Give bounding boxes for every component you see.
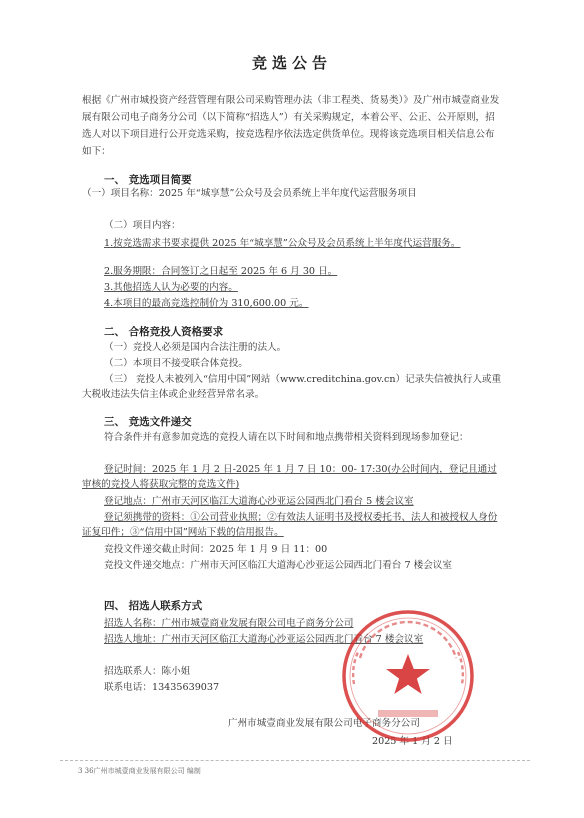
s2-requirement-1: （一）竞投人必须是国内合法注册的法人。 [104, 342, 287, 353]
intro-paragraph: 根据《广州市城投资产经营管理有限公司采购管理办法（非工程类、货易类）》及广州市城壹商业发展有限公司电子商务分公司（以下简称“招选人”）有关采购规定，本着公平、公正、公开原则，招选人对以下项目进行公开竞选采购，按竞选程序依法选定供货单位。现将该竞选项目相关信息公布如下： [82, 95, 500, 157]
s2-requirement-2: （二）本项目不接受联合体竞投。 [104, 358, 248, 369]
s3-registration-place: 登记地点：广州市天河区临江大道海心沙亚运公园西北门看台 5 楼会议室 [104, 496, 414, 507]
s1-content-1: 1.按竞选需求书要求提供 2025 年“城享慧”公众号及会员系统上半年度代运营服务。 [104, 238, 461, 249]
section-3-title: 三、 竞选文件递交 [104, 416, 192, 428]
s3-registration-time: 登记时间：2025 年 1 月 2 日-2025 年 1 月 7 日 10：00- 17:30(办公时间内，登记且通过审核的竞投人将获取完整的竞选文件) [82, 464, 497, 490]
signature-date: 2025 年 1 月 2 日 [372, 736, 453, 747]
section-4-title: 四、 招选人联系方式 [104, 600, 203, 612]
s1-project-content-label: （二）项目内容： [104, 220, 181, 231]
s1-project-name: （一）项目名称：2025 年“城享慧”公众号及会员系统上半年度代运营服务项目 [82, 188, 417, 199]
s1-content-2: 2.服务期限：合同签订之日起至 2025 年 6 月 30 日。 [104, 266, 338, 277]
footer-note: 3 36广州市城壹商业发展有限公司 编制 [78, 767, 201, 775]
s3-deadline: 竞投文件递交截止时间：2025 年 1 月 9 日 11：00 [104, 544, 328, 555]
company-seal-stamp [338, 606, 478, 746]
document-title: 竞选公告 [251, 54, 332, 72]
s3-intro: 符合条件并有意参加竞选的竞投人请在以下时间和地点携带相关资料到现场参加登记： [104, 432, 469, 443]
s1-content-4: 4.本项目的最高竞选控制价为 310,600.00 元。 [104, 298, 309, 309]
s4-contact-person: 招选联系人：陈小姐 [104, 666, 191, 677]
s2-requirement-3: （三） 竞投人未被列入“信用中国”网站（www.creditchina.gov.cn）记录失信被执行人或重大税收违法失信主体或企业经营异常名录。 [82, 374, 502, 400]
signature-company: 广州市城壹商业发展有限公司电子商务分公司 [228, 718, 420, 729]
footer-divider [60, 760, 530, 761]
s4-company-address: 招选人地址：广州市天河区临江大道海心沙亚运公园西北门看台 7 楼会议室 [104, 634, 424, 645]
seal-star-icon [386, 654, 430, 694]
s1-content-3: 3.其他招选人认为必要的内容。 [104, 282, 238, 293]
s4-phone: 联系电话：13435639037 [104, 682, 220, 693]
section-1-title: 一、 竞选项目简要 [104, 174, 192, 186]
s3-submission-place: 竞投文件递交地点：广州市天河区临江大道海心沙亚运公园西北门看台 7 楼会议室 [104, 560, 452, 571]
s4-company-name: 招选人名称：广州市城壹商业发展有限公司电子商务分公司 [104, 618, 354, 629]
s3-required-documents: 登记须携带的资料：①公司营业执照；②有效法人证明书及授权委托书、法人和被授权人身份证复印件；③“信用中国”网站下载的信用报告。 [82, 512, 498, 538]
section-2-title: 二、 合格竞投人资格要求 [104, 326, 224, 338]
